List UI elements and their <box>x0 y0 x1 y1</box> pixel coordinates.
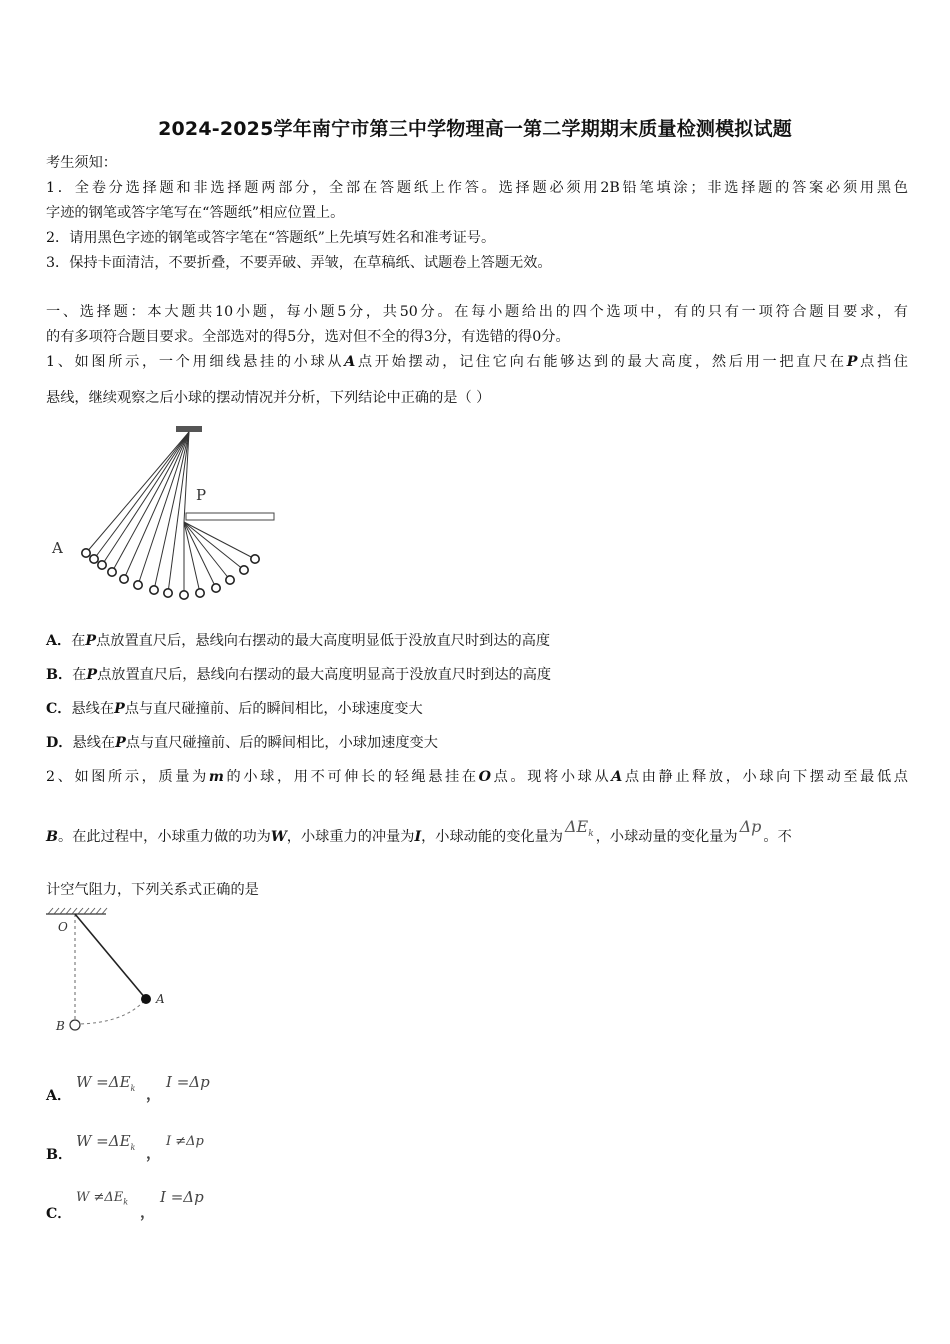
option-text: 点放置直尺后，悬线向右摆动的最大高度明显低于没放直尺时到达的高度 <box>96 633 551 649</box>
option-var: P <box>115 735 126 751</box>
q2-figure-label-o: O <box>58 920 68 934</box>
q1-text: 1、如图所示，一个用细线悬挂的小球从 <box>46 354 345 370</box>
q1-figure-label-p: P <box>196 486 207 504</box>
math-symbol: ΔE <box>565 817 589 836</box>
q2-text: 点。现将小球从 <box>491 769 612 785</box>
q2-figure-label-a: A <box>156 992 165 1006</box>
q2-stem-line-3: 计空气阻力，下列关系式正确的是 <box>46 882 259 898</box>
math-relation: W ≠ΔE <box>76 1190 124 1205</box>
q2-text: ，小球重力的冲量为 <box>286 829 415 845</box>
q1-figure-label-a: A <box>52 539 63 557</box>
math-relation: W =ΔE <box>76 1073 131 1091</box>
option-var: P <box>114 701 125 717</box>
option-separator: ， <box>140 1203 156 1221</box>
q2-text: ，小球动能的变化量为 <box>421 829 563 845</box>
math-relation: W =ΔE <box>76 1132 131 1150</box>
notice-heading: 考生须知： <box>46 155 117 171</box>
option-math <box>76 1132 135 1152</box>
q1-option-b <box>46 665 908 685</box>
q1-var-p: P <box>846 354 858 370</box>
notice-item-1: 1．全卷分选择题和非选择题两部分，全部在答题纸上作答。选择题必须用2B铅笔填涂；非选择题的答案必须用黑色 <box>46 180 908 196</box>
option-var: P <box>85 633 97 649</box>
math-subscript: k <box>588 829 594 840</box>
math-subscript: k <box>123 1197 129 1207</box>
q1-pendulum-figure <box>50 422 290 607</box>
notice-item-1-cont: 字迹的钢笔或答字笔写在“答题纸”相应位置上。 <box>46 205 345 221</box>
q1-var-a: A <box>344 354 356 370</box>
q1-stem-line-1 <box>46 352 908 372</box>
option-text: 在 <box>72 667 87 683</box>
q2-stem-line-1 <box>46 767 908 787</box>
q2-var-w: W <box>270 829 287 845</box>
option-separator: ， <box>146 1085 162 1103</box>
q2-var-b: B <box>46 829 58 845</box>
q2-text: ，小球动量的变化量为 <box>595 829 738 845</box>
option-key: D． <box>46 735 73 751</box>
option-key: C． <box>46 701 72 717</box>
q2-stem-line-2 <box>46 817 908 853</box>
notice-item-2: 2．请用黑色字迹的钢笔或答字笔在“答题纸”上先填写姓名和准考证号。 <box>46 230 496 246</box>
q1-option-a <box>46 631 908 651</box>
section-intro-2: 的有多项符合题目要求。全部选对的得5分，选对但不全的得3分，有选错的得0分。 <box>46 329 570 345</box>
q2-var-a: A <box>611 769 623 785</box>
section-intro-1: 一、选择题：本大题共10小题，每小题5分，共50分。在每小题给出的四个选项中，有的只有一项符合题目要求，有 <box>46 304 908 320</box>
q1-stem-line-2: 悬线，继续观察之后小球的摆动情况并分析，下列结论中正确的是（ ） <box>46 390 491 406</box>
math-subscript: k <box>130 1143 136 1152</box>
option-key: A． <box>46 1088 72 1104</box>
math-subscript: k <box>130 1084 136 1093</box>
q2-figure-label-b: B <box>56 1019 65 1033</box>
option-separator: ， <box>146 1144 162 1162</box>
option-key: B． <box>46 667 73 683</box>
option-math <box>76 1073 135 1093</box>
q2-text: 。在此过程中，小球重力做的功为 <box>58 829 271 845</box>
q2-text: 2、如图所示，质量为 <box>46 769 209 785</box>
q2-text: 点由静止释放，小球向下摆动至最低点 <box>622 769 908 785</box>
q2-text: 的小球，用不可伸长的轻绳悬挂在 <box>223 769 479 785</box>
option-text: 点放置直尺后，悬线向右摆动的最大高度明显高于没放直尺时到达的高度 <box>97 667 552 683</box>
q2-math-delta-p: Δp <box>739 817 762 836</box>
q1-option-c <box>46 699 908 719</box>
q1-text: 点开始摆动，记住它向右能够达到的最大高度，然后用一把直尺在 <box>355 354 847 370</box>
q2-math-delta-ek <box>565 817 594 840</box>
q2-text: 。不 <box>763 829 792 845</box>
option-math <box>76 1190 128 1207</box>
option-var: P <box>86 667 98 683</box>
option-key: B． <box>46 1147 73 1163</box>
option-text: 点与直尺碰撞前、后的瞬间相比，小球速度变大 <box>124 701 423 717</box>
page-title: 2024-2025学年南宁市第三中学物理高一第二学期期末质量检测模拟试题 <box>158 118 792 140</box>
q2-var-o: O <box>478 769 491 785</box>
math-relation: I =Δp <box>160 1188 204 1206</box>
option-key: C． <box>46 1206 72 1222</box>
q1-text: 点挡住 <box>857 354 908 370</box>
q1-option-d <box>46 733 908 753</box>
q2-var-m: m <box>208 769 224 785</box>
option-text: 悬线在 <box>72 735 116 751</box>
math-relation: I ≠Δp <box>166 1134 204 1149</box>
option-key: A． <box>46 633 72 649</box>
notice-item-3: 3．保持卡面清洁，不要折叠，不要弄破、弄皱，在草稿纸、试题卷上答题无效。 <box>46 255 552 271</box>
option-text: 在 <box>71 633 86 649</box>
q2-var-i: I <box>414 829 422 845</box>
q2-pendulum-figure <box>44 906 174 1036</box>
math-relation: I =Δp <box>166 1073 210 1091</box>
option-text: 点与直尺碰撞前、后的瞬间相比，小球加速度变大 <box>125 735 438 751</box>
option-text: 悬线在 <box>71 701 115 717</box>
